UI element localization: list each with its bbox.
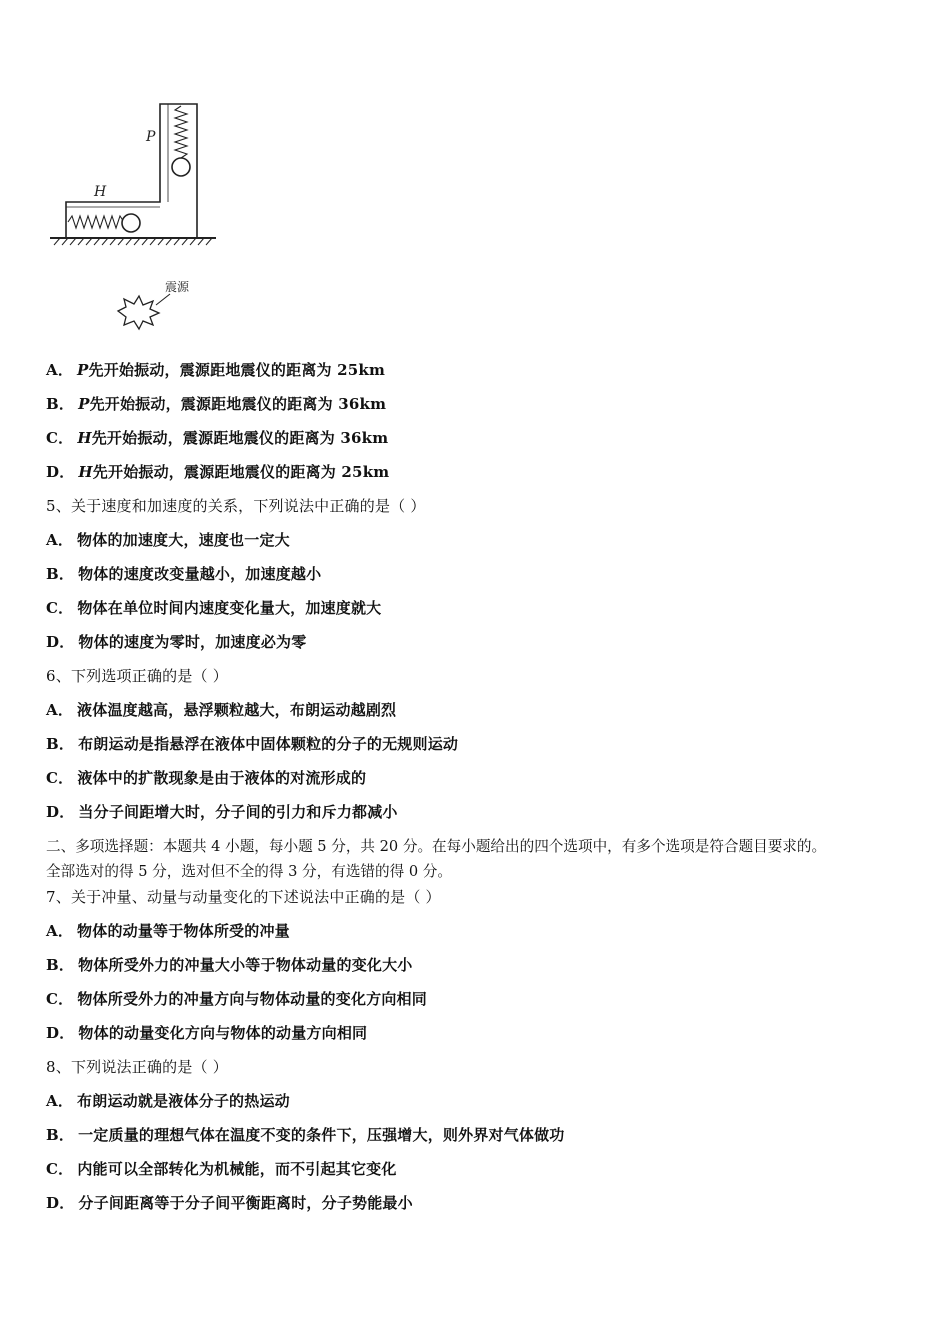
source-pointer [156, 294, 170, 305]
option-text: 先开始振动，震源距地震仪的距离为 25km [88, 361, 386, 379]
q4-option-c [46, 428, 388, 448]
option-text: 液体温度越高，悬浮颗粒越大，布朗运动越剧烈 [77, 701, 397, 719]
option-letter: A． [46, 361, 74, 379]
q8-option-b [46, 1125, 565, 1145]
q8-option-a [46, 1091, 290, 1111]
q6-option-b [46, 734, 458, 754]
option-letter: D． [46, 463, 75, 481]
option-text: 物体的速度改变量越小，加速度越小 [78, 565, 322, 583]
option-text: 内能可以全部转化为机械能，而不引起其它变化 [77, 1160, 397, 1178]
option-text: 先开始振动，震源距地震仪的距离为 36km [89, 395, 387, 413]
q5-option-a [46, 530, 290, 550]
q5-option-d [46, 632, 306, 652]
label-h: H [94, 184, 107, 200]
q7-option-b [46, 955, 413, 975]
q5-option-b [46, 564, 321, 584]
q8-option-c [46, 1159, 397, 1179]
option-letter: C． [46, 599, 74, 617]
option-letter: C． [46, 769, 74, 787]
frame-inner [66, 104, 168, 207]
option-variable: H [77, 429, 92, 447]
q5-option-c [46, 598, 381, 618]
q4-option-a [46, 360, 385, 380]
option-text: 先开始振动，震源距地震仪的距离为 36km [91, 429, 389, 447]
option-letter: D． [46, 1194, 75, 1212]
option-text: 物体在单位时间内速度变化量大，加速度就大 [77, 599, 382, 617]
q7-option-d [46, 1023, 367, 1043]
label-source: 震源 [165, 280, 190, 294]
option-text: 布朗运动是指悬浮在液体中固体颗粒的分子的无规则运动 [78, 735, 459, 753]
option-text: 当分子间距增大时，分子间的引力和斥力都减小 [78, 803, 398, 821]
option-text: 液体中的扩散现象是由于液体的对流形成的 [77, 769, 367, 787]
option-letter: A． [46, 922, 74, 940]
option-text: 物体的加速度大，速度也一定大 [77, 531, 290, 549]
q8-option-d [46, 1193, 413, 1213]
section2-instructions-line1: 二、多项选择题：本题共 4 小题，每小题 5 分，共 20 分。在每小题给出的四个选项中，有多个选项是符合题目要求的。 [46, 838, 827, 855]
option-letter: B． [46, 735, 75, 753]
option-letter: B． [46, 956, 75, 974]
seismograph-diagram [40, 95, 240, 340]
pendulum-ball-p [172, 158, 190, 176]
option-text: 物体的速度为零时，加速度必为零 [78, 633, 307, 651]
ground-hatching [54, 238, 212, 245]
section2-instructions-line2: 全部选对的得 5 分，选对但不全的得 3 分，有选错的得 0 分。 [46, 863, 452, 880]
option-letter: A． [46, 701, 74, 719]
option-letter: B． [46, 1126, 75, 1144]
q6-stem: 6、下列选项正确的是（ ） [46, 667, 228, 685]
option-letter: A． [46, 1092, 74, 1110]
option-letter: C． [46, 990, 74, 1008]
option-text: 物体的动量变化方向与物体的动量方向相同 [78, 1024, 368, 1042]
option-letter: C． [46, 429, 74, 447]
option-text: 物体所受外力的冲量方向与物体动量的变化方向相同 [77, 990, 427, 1008]
option-text: 物体所受外力的冲量大小等于物体动量的变化大小 [78, 956, 413, 974]
option-variable: H [78, 463, 93, 481]
q6-option-a [46, 700, 396, 720]
vertical-spring [175, 106, 187, 158]
option-letter: B． [46, 395, 75, 413]
q7-stem: 7、关于冲量、动量与动量变化的下述说法中正确的是（ ） [46, 888, 441, 906]
option-text: 布朗运动就是液体分子的热运动 [77, 1092, 290, 1110]
q7-option-c [46, 989, 427, 1009]
q6-option-d [46, 802, 398, 822]
option-text: 一定质量的理想气体在温度不变的条件下，压强增大，则外界对气体做功 [78, 1126, 565, 1144]
q5-stem: 5、关于速度和加速度的关系，下列说法中正确的是（ ） [46, 497, 426, 515]
option-letter: B． [46, 565, 75, 583]
q4-option-b [46, 394, 386, 414]
q7-option-a [46, 921, 290, 941]
q4-option-d [46, 462, 389, 482]
horizontal-spring [68, 216, 124, 228]
option-text: 先开始振动，震源距地震仪的距离为 25km [92, 463, 390, 481]
label-p: P [146, 129, 156, 145]
pendulum-ball-h [122, 214, 140, 232]
option-variable: P [77, 361, 89, 379]
option-text: 物体的动量等于物体所受的冲量 [77, 922, 290, 940]
q8-stem: 8、下列说法正确的是（ ） [46, 1058, 228, 1076]
option-letter: A． [46, 531, 74, 549]
source-burst-icon [118, 296, 159, 329]
option-text: 分子间距离等于分子间平衡距离时，分子势能最小 [78, 1194, 413, 1212]
option-letter: C． [46, 1160, 74, 1178]
q6-option-c [46, 768, 366, 788]
option-letter: D． [46, 1024, 75, 1042]
option-letter: D． [46, 633, 75, 651]
option-variable: P [78, 395, 90, 413]
option-letter: D． [46, 803, 75, 821]
